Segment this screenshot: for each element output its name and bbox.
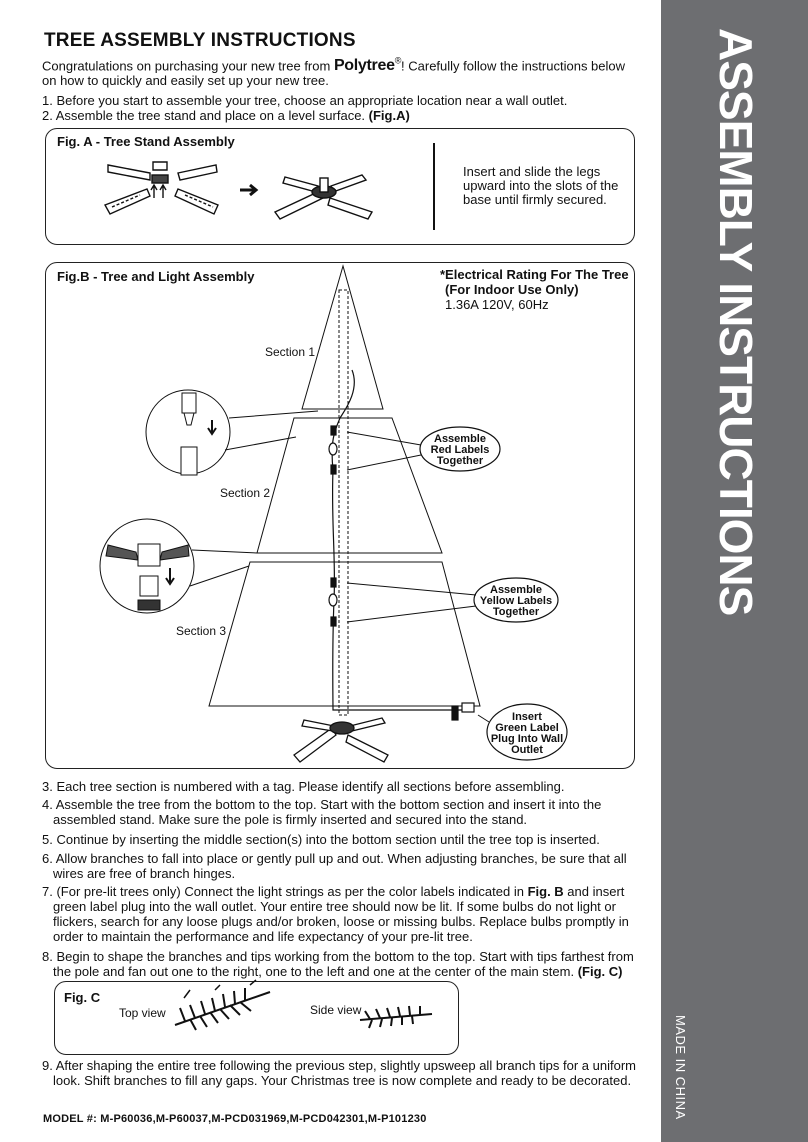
step-2-text: 2. Assemble the tree stand and place on a level surface. (42, 108, 369, 123)
branch-side-view-icon (360, 1006, 432, 1028)
intro-after: ! Carefully follow the instructions below on how to quickly and easily set up your new tree. (42, 58, 626, 89)
tree-section-1 (302, 266, 383, 409)
tree-section-3 (209, 562, 480, 706)
section-3-label: Section 3 (176, 624, 227, 638)
step-7-after: and insert green label plug into the wall outlet. Your entire tree should now be lit. If some bulbs do not light or flickers, search for any loose plugs and/or broken, loose or missing bulbs. Replace bulbs promptly in order to maintain the performance and life expectancy of your pre-lit tree. (53, 884, 629, 944)
step-9: 9. After shaping the entire tree following the previous step, slightly upsweep all branch tips for a uniform look. Shift branches to fill any gaps. Your Christmas tree is now complete and ready to be decorated. (42, 1058, 636, 1088)
zoom-detail-2 (100, 519, 257, 613)
step-3-num: 3. (42, 779, 53, 794)
fig-c-label: Fig. C (64, 990, 101, 1005)
rating-value: 1.36A 120V, 60Hz (445, 297, 549, 312)
bubble-green-text (488, 712, 566, 756)
step-4-text: Assemble the tree from the bottom to the top. Start with the bottom section and insert it into the assembled stand. Make sure the pole is firmly inserted and secured into the stand. (53, 797, 602, 827)
bubble-red-line-2: Red Labels (430, 444, 490, 456)
step-7-ref: Fig. B (527, 884, 564, 899)
made-in-text: MADE IN CHINA (673, 1015, 688, 1120)
side-view-label: Side view (310, 1003, 362, 1017)
bubble-green-line-1: Insert (512, 711, 542, 723)
step-2-ref: (Fig.A) (368, 108, 410, 123)
bubble-green-line-2: Green Label (495, 722, 559, 734)
step-6-num: 6. (42, 851, 53, 866)
step-8-text: 8. Begin to shape the branches and tips working from the bottom to the top. Start with tips farthest from the pole and fan out one to the right, one to the left and one at the center of the main stem. (42, 949, 634, 979)
section-2-label: Section 2 (220, 486, 271, 500)
bubble-yellow-line-3: Together (492, 606, 540, 618)
bubble-yellow-text (474, 585, 558, 618)
step-1: 1. Before you start to assemble your tree, choose an appropriate location near a wall outlet. (42, 93, 568, 108)
bubble-red-text (420, 434, 500, 467)
bubble-green-line-3: Plug Into Wall (490, 733, 564, 745)
step-6-text: Allow branches to fall into place or gently pull up and out. When adjusting branches, be sure that all wires are free of branch hinges. (53, 851, 627, 881)
bubble-red-line-3: Together (436, 455, 484, 467)
fig-a-label: Fig. A - Tree Stand Assembly (57, 134, 235, 149)
step-4-num: 4. (42, 797, 53, 812)
bubble-yellow-line-2: Yellow Labels (479, 595, 553, 607)
section-1-label: Section 1 (265, 345, 316, 359)
step-5-text: Continue by inserting the middle section(s) into the bottom section until the tree top is inserted. (56, 832, 600, 847)
bubble-yellow-line-1: Assemble (490, 584, 542, 596)
top-view-label: Top view (119, 1006, 166, 1020)
fig-b-label: Fig.B - Tree and Light Assembly (57, 269, 255, 284)
bubble-green-line-4: Outlet (511, 744, 543, 756)
tree-stand-icon (294, 718, 388, 762)
stand-assembled-icon (275, 175, 372, 219)
branch-top-view-icon (175, 980, 270, 1030)
rating-title: *Electrical Rating For The Tree (440, 267, 629, 282)
step-7-before: 7. (For pre-lit trees only) Connect the light strings as per the color labels indicated in (42, 884, 528, 899)
step-3-text: Each tree section is numbered with a tag. Please identify all sections before assembling. (56, 779, 565, 794)
arrow-right-icon (240, 185, 256, 195)
sidebar-title-text: ASSEMBLY INSTRUCTIONS (710, 28, 762, 616)
page-title: TREE ASSEMBLY INSTRUCTIONS (44, 30, 356, 51)
brand-text: Polytree (333, 57, 395, 75)
fig-a-note: Insert and slide the legs upward into the slots of the base until firmly secured. (463, 164, 619, 207)
stand-legs-icon (105, 162, 218, 214)
step-8-ref: (Fig. C) (577, 964, 623, 979)
model-numbers: MODEL #: M-P60036,M-P60037,M-PCD031969,M-PCD042301,M-P101230 (43, 1113, 427, 1125)
tree-section-2 (257, 418, 442, 553)
bubble-red-line-1: Assemble (434, 433, 486, 445)
intro-before: Congratulations on purchasing your new tree from (42, 58, 334, 74)
brand-mark: ® (394, 56, 402, 66)
step-5-num: 5. (42, 832, 53, 847)
rating-sub: (For Indoor Use Only) (445, 282, 579, 297)
